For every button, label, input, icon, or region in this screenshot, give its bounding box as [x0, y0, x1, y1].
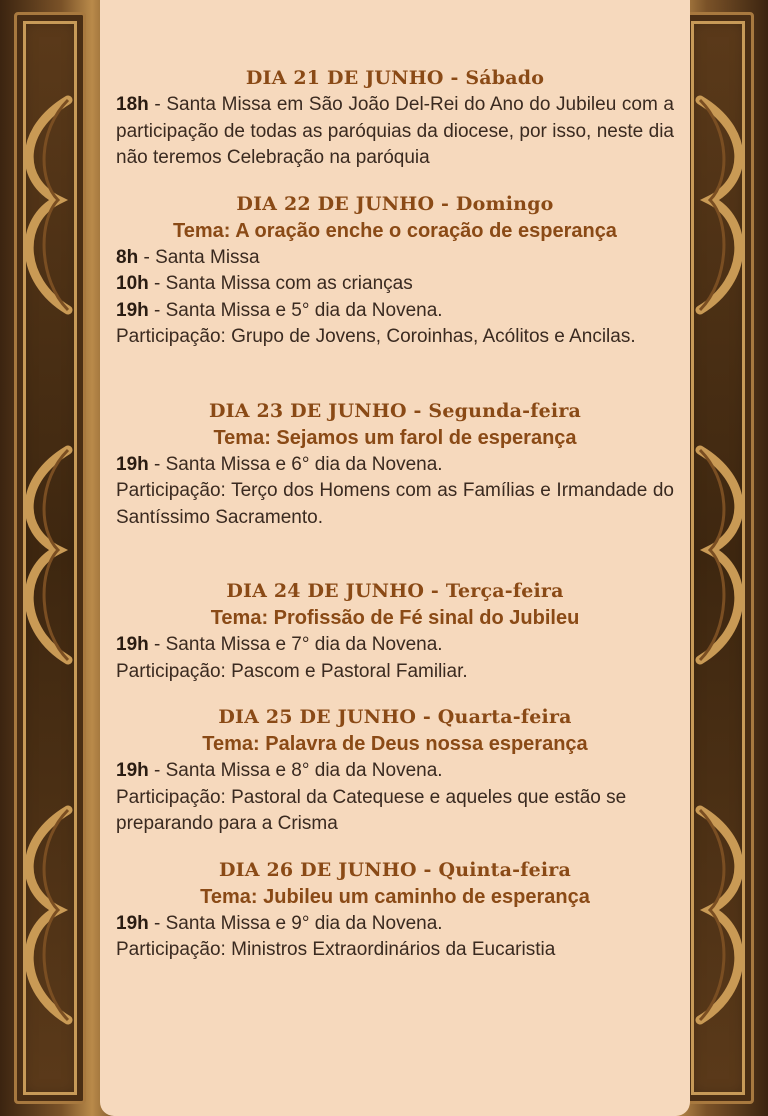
day-block-24 [116, 577, 674, 685]
theme-title: Tema: Jubileu um caminho de esperança [200, 885, 590, 908]
schedule-line [116, 271, 674, 298]
participation-line: Participação: Terço dos Homens com as Famílias e Irmandade do Santíssimo Sacramento. [116, 480, 674, 528]
day-block-23 [116, 397, 674, 532]
day-block-26 [116, 856, 674, 964]
participation-line: Participação: Ministros Extraordinários da Eucaristia [116, 939, 556, 960]
day-header: DIA 26 DE JUNHO - Quinta-feira [218, 858, 572, 881]
schedule-text: - Santa Missa e 9° dia da Novena. [148, 912, 443, 934]
day-block-25 [116, 703, 674, 838]
day-header: DIA 24 DE JUNHO - Terça-feira [226, 580, 564, 602]
left-ornamental-rail [0, 0, 100, 1116]
day-block-22 [116, 190, 674, 351]
theme-title: Tema: Profissão de Fé sinal do Jubileu [210, 607, 580, 629]
schedule-text: - Santa Missa e 6° dia da Novena. [148, 453, 443, 475]
theme-title: Tema: A oração enche o coração de esperança [173, 219, 617, 242]
time-label: 19h [116, 760, 149, 781]
scroll-ornament-icon [8, 800, 92, 1030]
schedule-line [116, 452, 674, 479]
schedule-text: - Santa Missa com as crianças [148, 273, 413, 294]
time-label: 19h [116, 912, 149, 934]
participation-line: Participação: Grupo de Jovens, Coroinhas, Acólitos e Ancilas. [116, 326, 636, 347]
schedule-text: - Santa Missa e 7° dia da Novena. [148, 634, 443, 655]
day-header: DIA 21 DE JUNHO - Sábado [245, 67, 545, 89]
time-label: 10h [116, 273, 149, 294]
time-label: 18h [116, 94, 149, 115]
time-label: 19h [116, 299, 149, 321]
schedule-text: - Santa Missa e 5° dia da Novena. [148, 299, 443, 321]
theme-title: Tema: Sejamos um farol de esperança [213, 426, 577, 449]
time-label: 8h [116, 246, 139, 268]
schedule-text: - Santa Missa e 8° dia da Novena. [148, 760, 443, 781]
schedule-line [116, 911, 674, 938]
schedule-content [116, 64, 674, 982]
scroll-ornament-icon [8, 440, 92, 670]
time-label: 19h [116, 453, 149, 475]
schedule-line [116, 245, 674, 272]
schedule-line [116, 298, 674, 325]
schedule-line [116, 92, 674, 172]
scroll-ornament-icon [8, 90, 92, 320]
schedule-line [116, 758, 674, 785]
time-label: 19h [116, 634, 149, 655]
theme-title: Tema: Palavra de Deus nossa esperança [202, 733, 588, 755]
participation-line: Participação: Pastoral da Catequese e aqueles que estão se preparando para a Crisma [116, 786, 627, 834]
day-block-21 [116, 64, 674, 172]
schedule-text: - Santa Missa [138, 246, 260, 268]
day-header: DIA 25 DE JUNHO - Quarta-feira [218, 706, 572, 728]
schedule-line [116, 632, 674, 659]
participation-line: Participação: Pascom e Pastoral Familiar. [116, 660, 468, 682]
day-header: DIA 23 DE JUNHO - Segunda-feira [208, 399, 582, 422]
schedule-card [100, 0, 690, 1116]
day-header: DIA 22 DE JUNHO - Domingo [236, 192, 554, 215]
schedule-text: - Santa Missa em São João Del-Rei do Ano do Jubileu com a participação de todas as paróquias da diocese, por isso, neste dia não teremos Celebração na paróquia [116, 94, 674, 168]
